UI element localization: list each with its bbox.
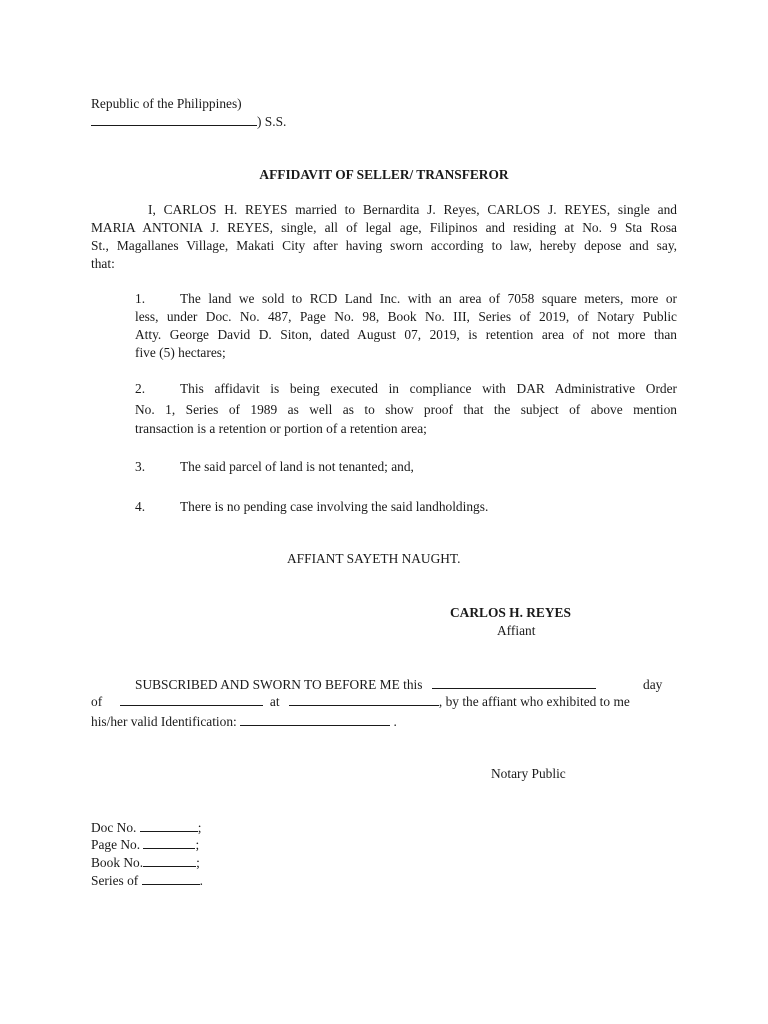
- registry-series-label: Series of: [91, 873, 139, 888]
- jurat-month-blank: [120, 693, 263, 706]
- intro-line-4: that:: [91, 256, 115, 271]
- venue-ss: ) S.S.: [257, 114, 287, 129]
- item-2-line-1: This affidavit is being executed in compliance with DAR Administrative Order: [180, 381, 677, 396]
- item-3-line-1: The said parcel of land is not tenanted; and,: [180, 459, 414, 474]
- registry-series-blank: [142, 872, 200, 885]
- registry-series-line: [91, 872, 203, 890]
- jurat-place-blank: [289, 693, 439, 706]
- registry-book-line: [91, 854, 200, 872]
- registry-doc-blank: [140, 819, 198, 832]
- item-number: 2.: [135, 381, 146, 396]
- jurat-id-label: his/her valid Identification:: [91, 714, 237, 729]
- item-1-line-2: less, under Doc. No. 487, Page No. 98, Book No. III, Series of 2019, of Notary Public: [135, 309, 677, 324]
- item-number: 1.: [135, 291, 146, 306]
- item-4-line-1: There is no pending case involving the said landholdings.: [180, 499, 489, 514]
- venue-line: [91, 95, 242, 113]
- jurat-line-2: [91, 693, 630, 711]
- registry-page-line: [91, 836, 199, 854]
- item-1-line-4: five (5) hectares;: [135, 345, 226, 360]
- document-title: AFFIDAVIT OF SELLER/ TRANSFEROR: [259, 167, 509, 182]
- jurat-day-label: day: [643, 677, 663, 692]
- registry-page-punct: ;: [195, 837, 200, 852]
- jurat-of-label: of: [91, 694, 103, 709]
- jurat-line-1: [135, 676, 596, 694]
- registry-book-blank: [143, 854, 196, 867]
- jurat-affiant-text: , by the affiant who exhibited to me: [438, 694, 630, 709]
- venue-blank-line: [91, 113, 286, 131]
- intro-line-2: MARIA ANTONIA J. REYES, single, all of legal age, Filipinos and residing at No. 9 Sta Rosa: [91, 220, 677, 235]
- item-2-line-2: No. 1, Series of 1989 as well as to show proof that the subject of above mention: [135, 402, 677, 417]
- affiant-name: CARLOS H. REYES: [450, 605, 571, 620]
- jurat-period: .: [393, 714, 397, 729]
- registry-doc-punct: ;: [197, 820, 202, 835]
- intro-line-3: St., Magallanes Village, Makati City after having sworn according to law, hereby depose and say,: [91, 238, 677, 253]
- registry-page-blank: [143, 836, 195, 849]
- venue-republic: Republic of the Philippines): [91, 96, 242, 111]
- item-number: 4.: [135, 499, 146, 514]
- item-1-line-1: The land we sold to RCD Land Inc. with an area of 7058 square meters, more or: [180, 291, 677, 306]
- jurat-line-3: [91, 713, 397, 731]
- registry-book-punct: ;: [196, 855, 200, 870]
- registry-page-label: Page No.: [91, 837, 141, 852]
- item-number: 3.: [135, 459, 146, 474]
- registry-doc-line: [91, 819, 201, 837]
- notary-public-label: Notary Public: [491, 766, 566, 781]
- venue-blank: [91, 113, 257, 126]
- jurat-at-label: at: [269, 694, 280, 709]
- item-1-line-3: Atty. George David D. Siton, dated August 07, 2019, is retention area of not more than: [135, 327, 677, 342]
- jurat-sworn-text: SUBSCRIBED AND SWORN TO BEFORE ME this: [135, 677, 423, 692]
- affiant-sayeth-naught: AFFIANT SAYETH NAUGHT.: [287, 551, 461, 566]
- jurat-day-blank: [432, 676, 596, 689]
- registry-series-punct: .: [199, 873, 203, 888]
- jurat-id-blank: [240, 713, 390, 726]
- registry-doc-label: Doc No.: [91, 820, 137, 835]
- registry-book-label: Book No.: [91, 855, 144, 870]
- item-2-line-3: transaction is a retention or portion of a retention area;: [135, 421, 427, 436]
- affiant-role: Affiant: [497, 623, 536, 638]
- intro-line-1: I, CARLOS H. REYES married to Bernardita J. Reyes, CARLOS J. REYES, single and: [148, 202, 677, 217]
